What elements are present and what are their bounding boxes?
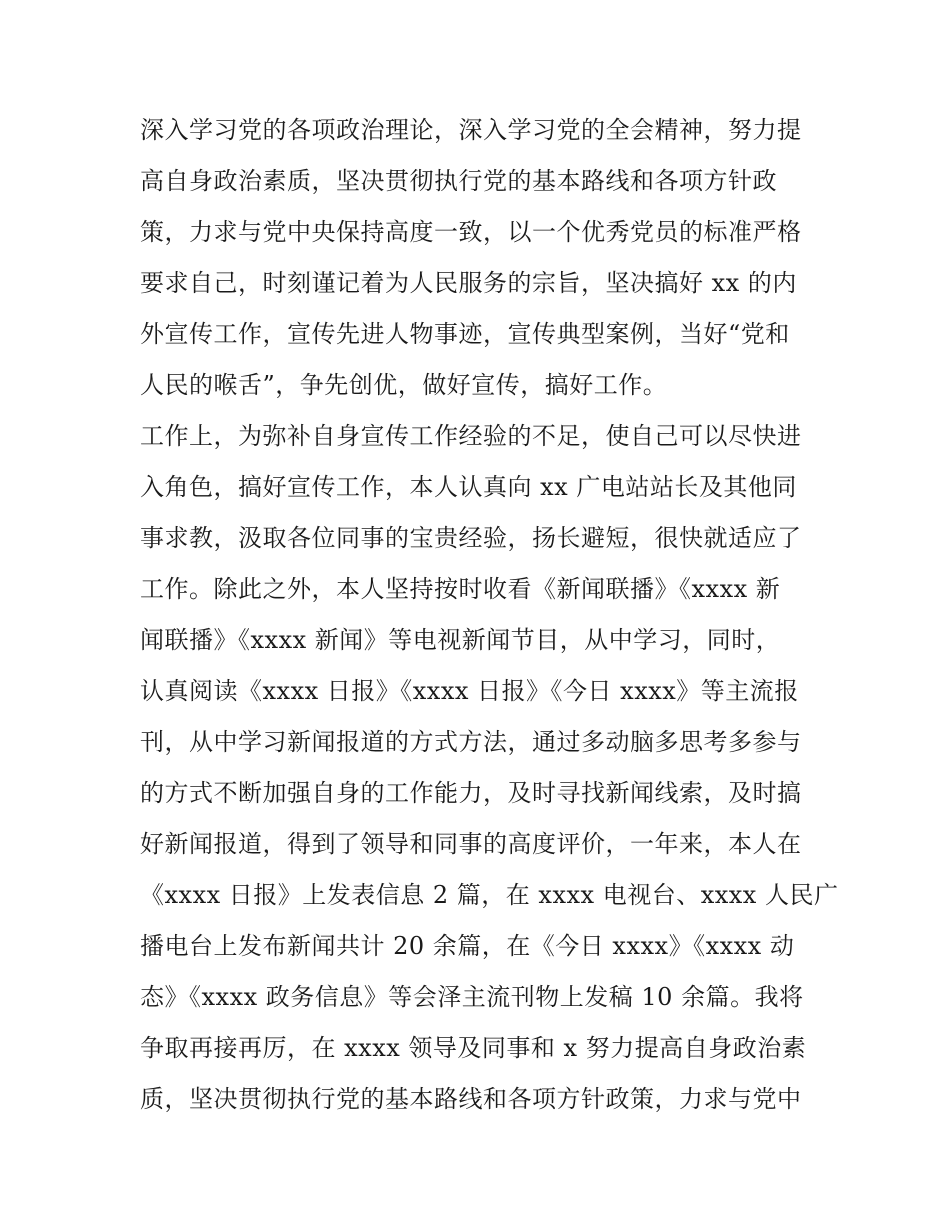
text-line: 播电台上发布新闻共计 20 余篇，在《今日 xxxx》《xxxx 动 <box>140 932 795 960</box>
text-line: 入角色，搞好宣传工作，本人认真向 xx 广电站站长及其他同 <box>140 473 797 501</box>
body-text <box>140 105 839 1125</box>
text-line: 策，力求与党中央保持高度一致，以一个优秀党员的标准严格 <box>140 218 802 246</box>
text-line: 工作上，为弥补自身宣传工作经验的不足，使自己可以尽快进 <box>140 422 802 450</box>
text-line: 外宣传工作，宣传先进人物事迹，宣传典型案例，当好“党和 <box>140 320 790 348</box>
text-line: 闻联播》《xxxx 新闻》等电视新闻节目，从中学习，同时， <box>140 626 781 654</box>
text-line: 事求教，汲取各位同事的宝贵经验，扬长避短，很快就适应了 <box>140 524 802 552</box>
text-line: 争取再接再厉，在 xxxx 领导及同事和 x 努力提高自身政治素 <box>140 1034 807 1062</box>
text-line: 态》《xxxx 政务信息》等会泽主流刊物上发稿 10 余篇。我将 <box>140 983 804 1011</box>
text-line: 《xxxx 日报》上发表信息 2 篇，在 xxxx 电视台、xxxx 人民广 <box>140 881 839 909</box>
text-line: 要求自己，时刻谨记着为人民服务的宗旨，坚决搞好 xx 的内 <box>140 269 797 297</box>
text-line: 质，坚决贯彻执行党的基本路线和各项方针政策，力求与党中 <box>140 1085 802 1113</box>
text-line: 的方式不断加强自身的工作能力，及时寻找新闻线索，及时搞 <box>140 779 802 807</box>
text-line: 深入学习党的各项政治理论，深入学习党的全会精神，努力提 <box>140 116 802 144</box>
text-line: 工作。除此之外，本人坚持按时收看《新闻联播》《xxxx 新 <box>140 575 781 603</box>
text-line: 人民的喉舌”，争先创优，做好宣传，搞好工作。 <box>140 371 668 399</box>
text-line: 好新闻报道，得到了领导和同事的高度评价，一年来，本人在 <box>140 830 802 858</box>
text-line: 高自身政治素质，坚决贯彻执行党的基本路线和各项方针政 <box>140 167 777 195</box>
text-line: 认真阅读《xxxx 日报》《xxxx 日报》《今日 xxxx》等主流报 <box>140 677 799 705</box>
text-line: 刊，从中学习新闻报道的方式方法，通过多动脑多思考多参与 <box>140 728 802 756</box>
